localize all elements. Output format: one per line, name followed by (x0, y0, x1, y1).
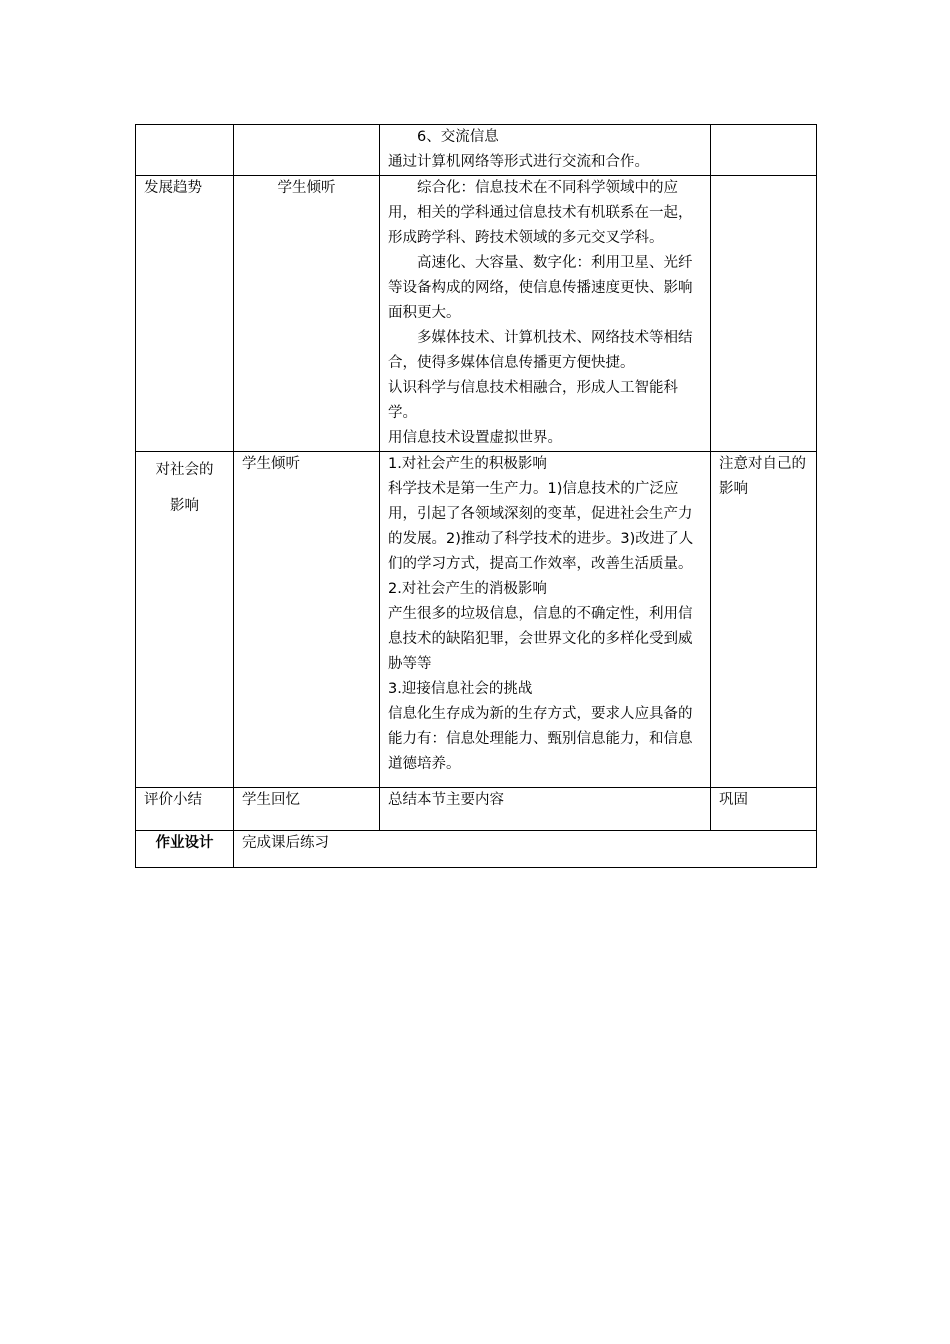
note-text: 巩固 (719, 792, 748, 808)
table-row-society (136, 452, 817, 788)
content-paragraph: 科学技术是第一生产力。1)信息技术的广泛应用，引起了各领域深刻的变革，促进社会生产力的发展。2)推动了科学技术的进步。3)改进了人们的学习方式，提高工作效率，改善生活质量。 (388, 481, 694, 572)
cell-topic-homework (136, 831, 234, 868)
cell-content-summary (380, 788, 711, 831)
content-paragraph: 产生很多的垃圾信息，信息的不确定性，利用信息技术的缺陷犯罪，会世界文化的多样化受到威胁等等 (388, 606, 693, 672)
cell-student-empty (234, 125, 380, 176)
content-heading: 1.对社会产生的积极影响 (388, 456, 547, 472)
content-text: 总结本节主要内容 (388, 792, 504, 808)
content-heading: 3.迎接信息社会的挑战 (388, 681, 533, 697)
cell-content-trend (380, 176, 711, 452)
content-paragraph: 综合化：信息技术在不同科学领域中的应用，相关的学科通过信息技术有机联系在一起，形成跨学科、跨技术领域的多元交叉学科。 (388, 180, 693, 246)
cell-student-summary (234, 788, 380, 831)
topic-label: 评价小结 (144, 792, 202, 808)
cell-note-empty (711, 125, 817, 176)
content-paragraph: 认识科学与信息技术相融合，形成人工智能科学。 (388, 380, 678, 421)
cell-note-summary (711, 788, 817, 831)
note-text: 注意对自己的影响 (719, 456, 806, 497)
student-activity: 学生回忆 (242, 792, 300, 808)
content-paragraph: 用信息技术设置虚拟世界。 (388, 430, 562, 446)
table-row-summary (136, 788, 817, 831)
cell-topic-trend (136, 176, 234, 452)
topic-label: 对社会的 (155, 462, 214, 478)
topic-label: 影响 (170, 498, 199, 514)
cell-topic-society (136, 452, 234, 788)
table-row-trend (136, 176, 817, 452)
content-text: 完成课后练习 (242, 835, 329, 851)
cell-student-trend (234, 176, 380, 452)
lesson-plan-table (135, 124, 817, 868)
content-heading: 2.对社会产生的消极影响 (388, 581, 547, 597)
student-activity: 学生倾听 (277, 180, 336, 196)
table-row-homework (136, 831, 817, 868)
cell-topic-summary (136, 788, 234, 831)
cell-content-exchange (380, 125, 711, 176)
student-activity: 学生倾听 (242, 456, 300, 472)
cell-content-homework (234, 831, 817, 868)
cell-content-society (380, 452, 711, 788)
cell-topic-empty (136, 125, 234, 176)
cell-note-empty (711, 176, 817, 452)
topic-label: 作业设计 (155, 835, 214, 851)
content-paragraph: 信息化生存成为新的生存方式，要求人应具备的能力有：信息处理能力、甄别信息能力，和信息道德培养。 (388, 706, 693, 772)
topic-label: 发展趋势 (144, 180, 202, 196)
content-line: 6、交流信息 (417, 129, 499, 145)
content-paragraph: 多媒体技术、计算机技术、网络技术等相结合，使得多媒体信息传播更方便快捷。 (388, 330, 693, 371)
content-paragraph: 高速化、大容量、数字化：利用卫星、光纤等设备构成的网络，使信息传播速度更快、影响面积更大。 (388, 255, 693, 321)
cell-student-society (234, 452, 380, 788)
content-line: 通过计算机网络等形式进行交流和合作。 (388, 154, 649, 170)
cell-note-society (711, 452, 817, 788)
table-row-exchange (136, 125, 817, 176)
